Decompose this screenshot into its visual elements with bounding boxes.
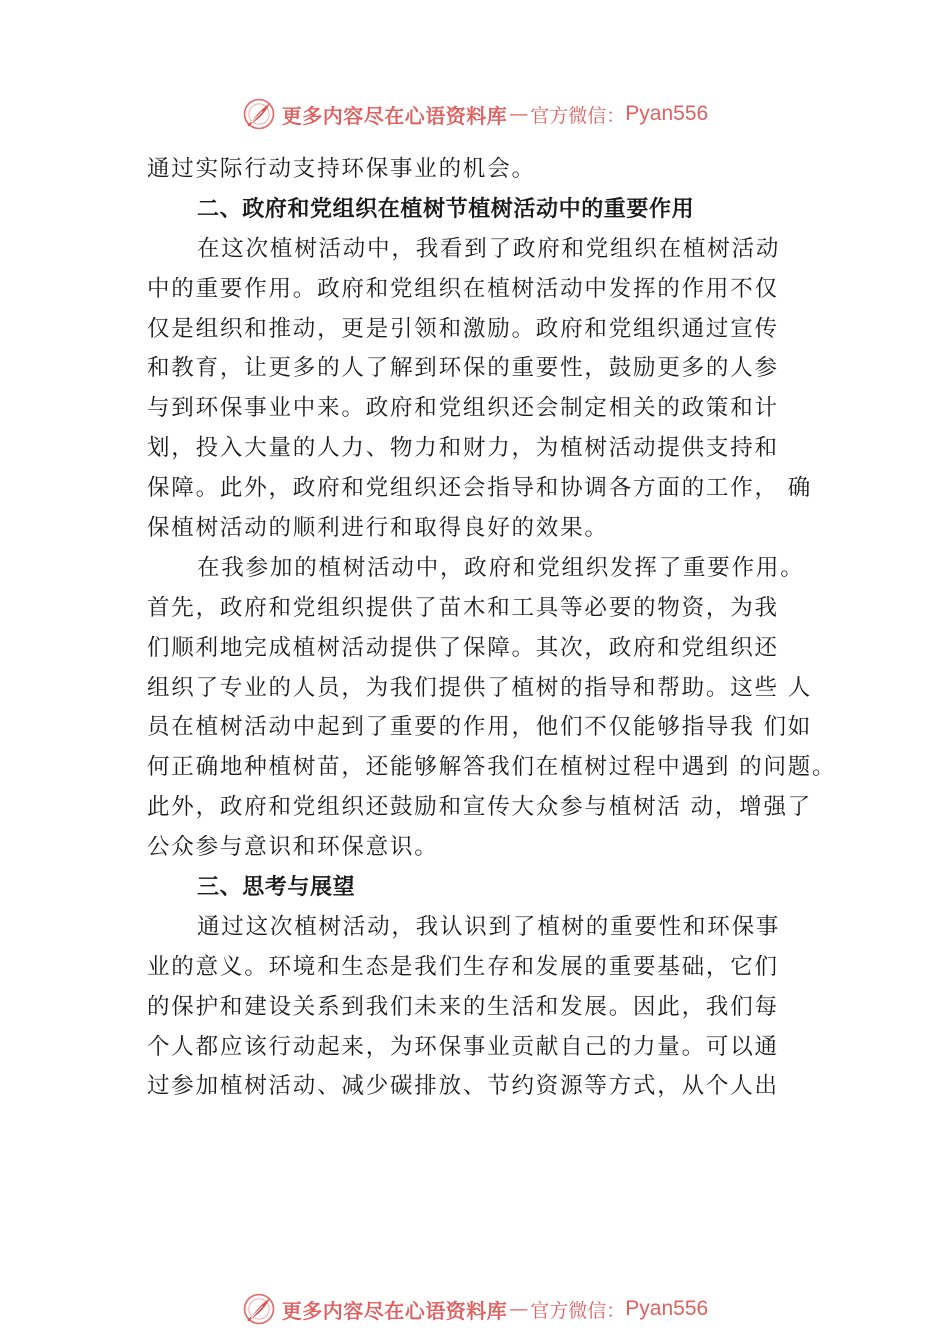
- section-heading-3: 三、思考与展望: [197, 875, 356, 901]
- wechat-id: Pyan556: [625, 1297, 709, 1320]
- body-line: 组织了专业的人员，为我们提供了植树的指导和帮助。这些 人: [147, 674, 813, 701]
- body-line: 仅是组织和推动，更是引领和激励。政府和党组织通过宣传: [147, 315, 779, 342]
- body-line: 业的意义。环境和生态是我们生存和发展的重要基础，它们: [147, 953, 779, 980]
- banner-separator: —: [509, 103, 529, 125]
- quill-logo-icon: [242, 1292, 276, 1326]
- body-line: 和教育，让更多的人了解到环保的重要性，鼓励更多的人参: [147, 355, 779, 382]
- body-line: 首先，政府和党组织提供了苗木和工具等必要的物资，为我: [147, 594, 779, 621]
- body-line: 通过实际行动支持环保事业的机会。: [147, 156, 536, 182]
- body-line: 与到环保事业中来。政府和党组织还会制定相关的政策和计: [147, 395, 779, 422]
- body-line: 过参加植树活动、减少碳排放、节约资源等方式，从个人出: [147, 1073, 779, 1100]
- body-line: 在这次植树活动中，我看到了政府和党组织在植树活动: [197, 235, 781, 262]
- body-line: 此外，政府和党组织还鼓励和宣传大众参与植树活 动，增强了: [147, 794, 813, 821]
- section-heading-2: 二、政府和党组织在植树节植树活动中的重要作用: [197, 196, 695, 222]
- body-line: 公众参与意识和环保意识。: [147, 834, 439, 861]
- document-body: [147, 150, 837, 1107]
- body-line: 保障。此外，政府和党组织还会指导和协调各方面的工作， 确: [147, 475, 813, 502]
- body-line: 的保护和建设关系到我们未来的生活和发展。因此，我们每: [147, 993, 779, 1020]
- banner-separator: —: [509, 1298, 529, 1320]
- quill-logo-icon: [242, 97, 276, 131]
- wechat-label: 官方微信：: [530, 1299, 626, 1322]
- body-line: 个人都应该行动起来，为环保事业贡献自己的力量。可以通: [147, 1033, 779, 1060]
- banner-text: 更多内容尽在心语资料库: [281, 1298, 508, 1323]
- header-banner: [0, 94, 950, 134]
- body-line: 划，投入大量的人力、物力和财力，为植树活动提供支持和: [147, 435, 779, 462]
- body-line: 保植树活动的顺利进行和取得良好的效果。: [147, 515, 609, 542]
- body-line: 员在植树活动中起到了重要的作用，他们不仅能够指导我 们如: [147, 714, 813, 741]
- footer-banner: [0, 1289, 950, 1329]
- body-line: 何正确地种植树苗，还能够解答我们在植树过程中遇到 的问题。: [147, 754, 837, 781]
- body-line: 在我参加的植树活动中，政府和党组织发挥了重要作用。: [197, 554, 805, 581]
- body-line: 中的重要作用。政府和党组织在植树活动中发挥的作用不仅: [147, 275, 779, 302]
- wechat-id: Pyan556: [625, 102, 709, 125]
- banner-text: 更多内容尽在心语资料库: [281, 103, 508, 128]
- body-line: 们顺利地完成植树活动提供了保障。其次，政府和党组织还: [147, 634, 779, 661]
- wechat-label: 官方微信：: [530, 104, 626, 127]
- body-line: 通过这次植树活动，我认识到了植树的重要性和环保事: [197, 913, 781, 940]
